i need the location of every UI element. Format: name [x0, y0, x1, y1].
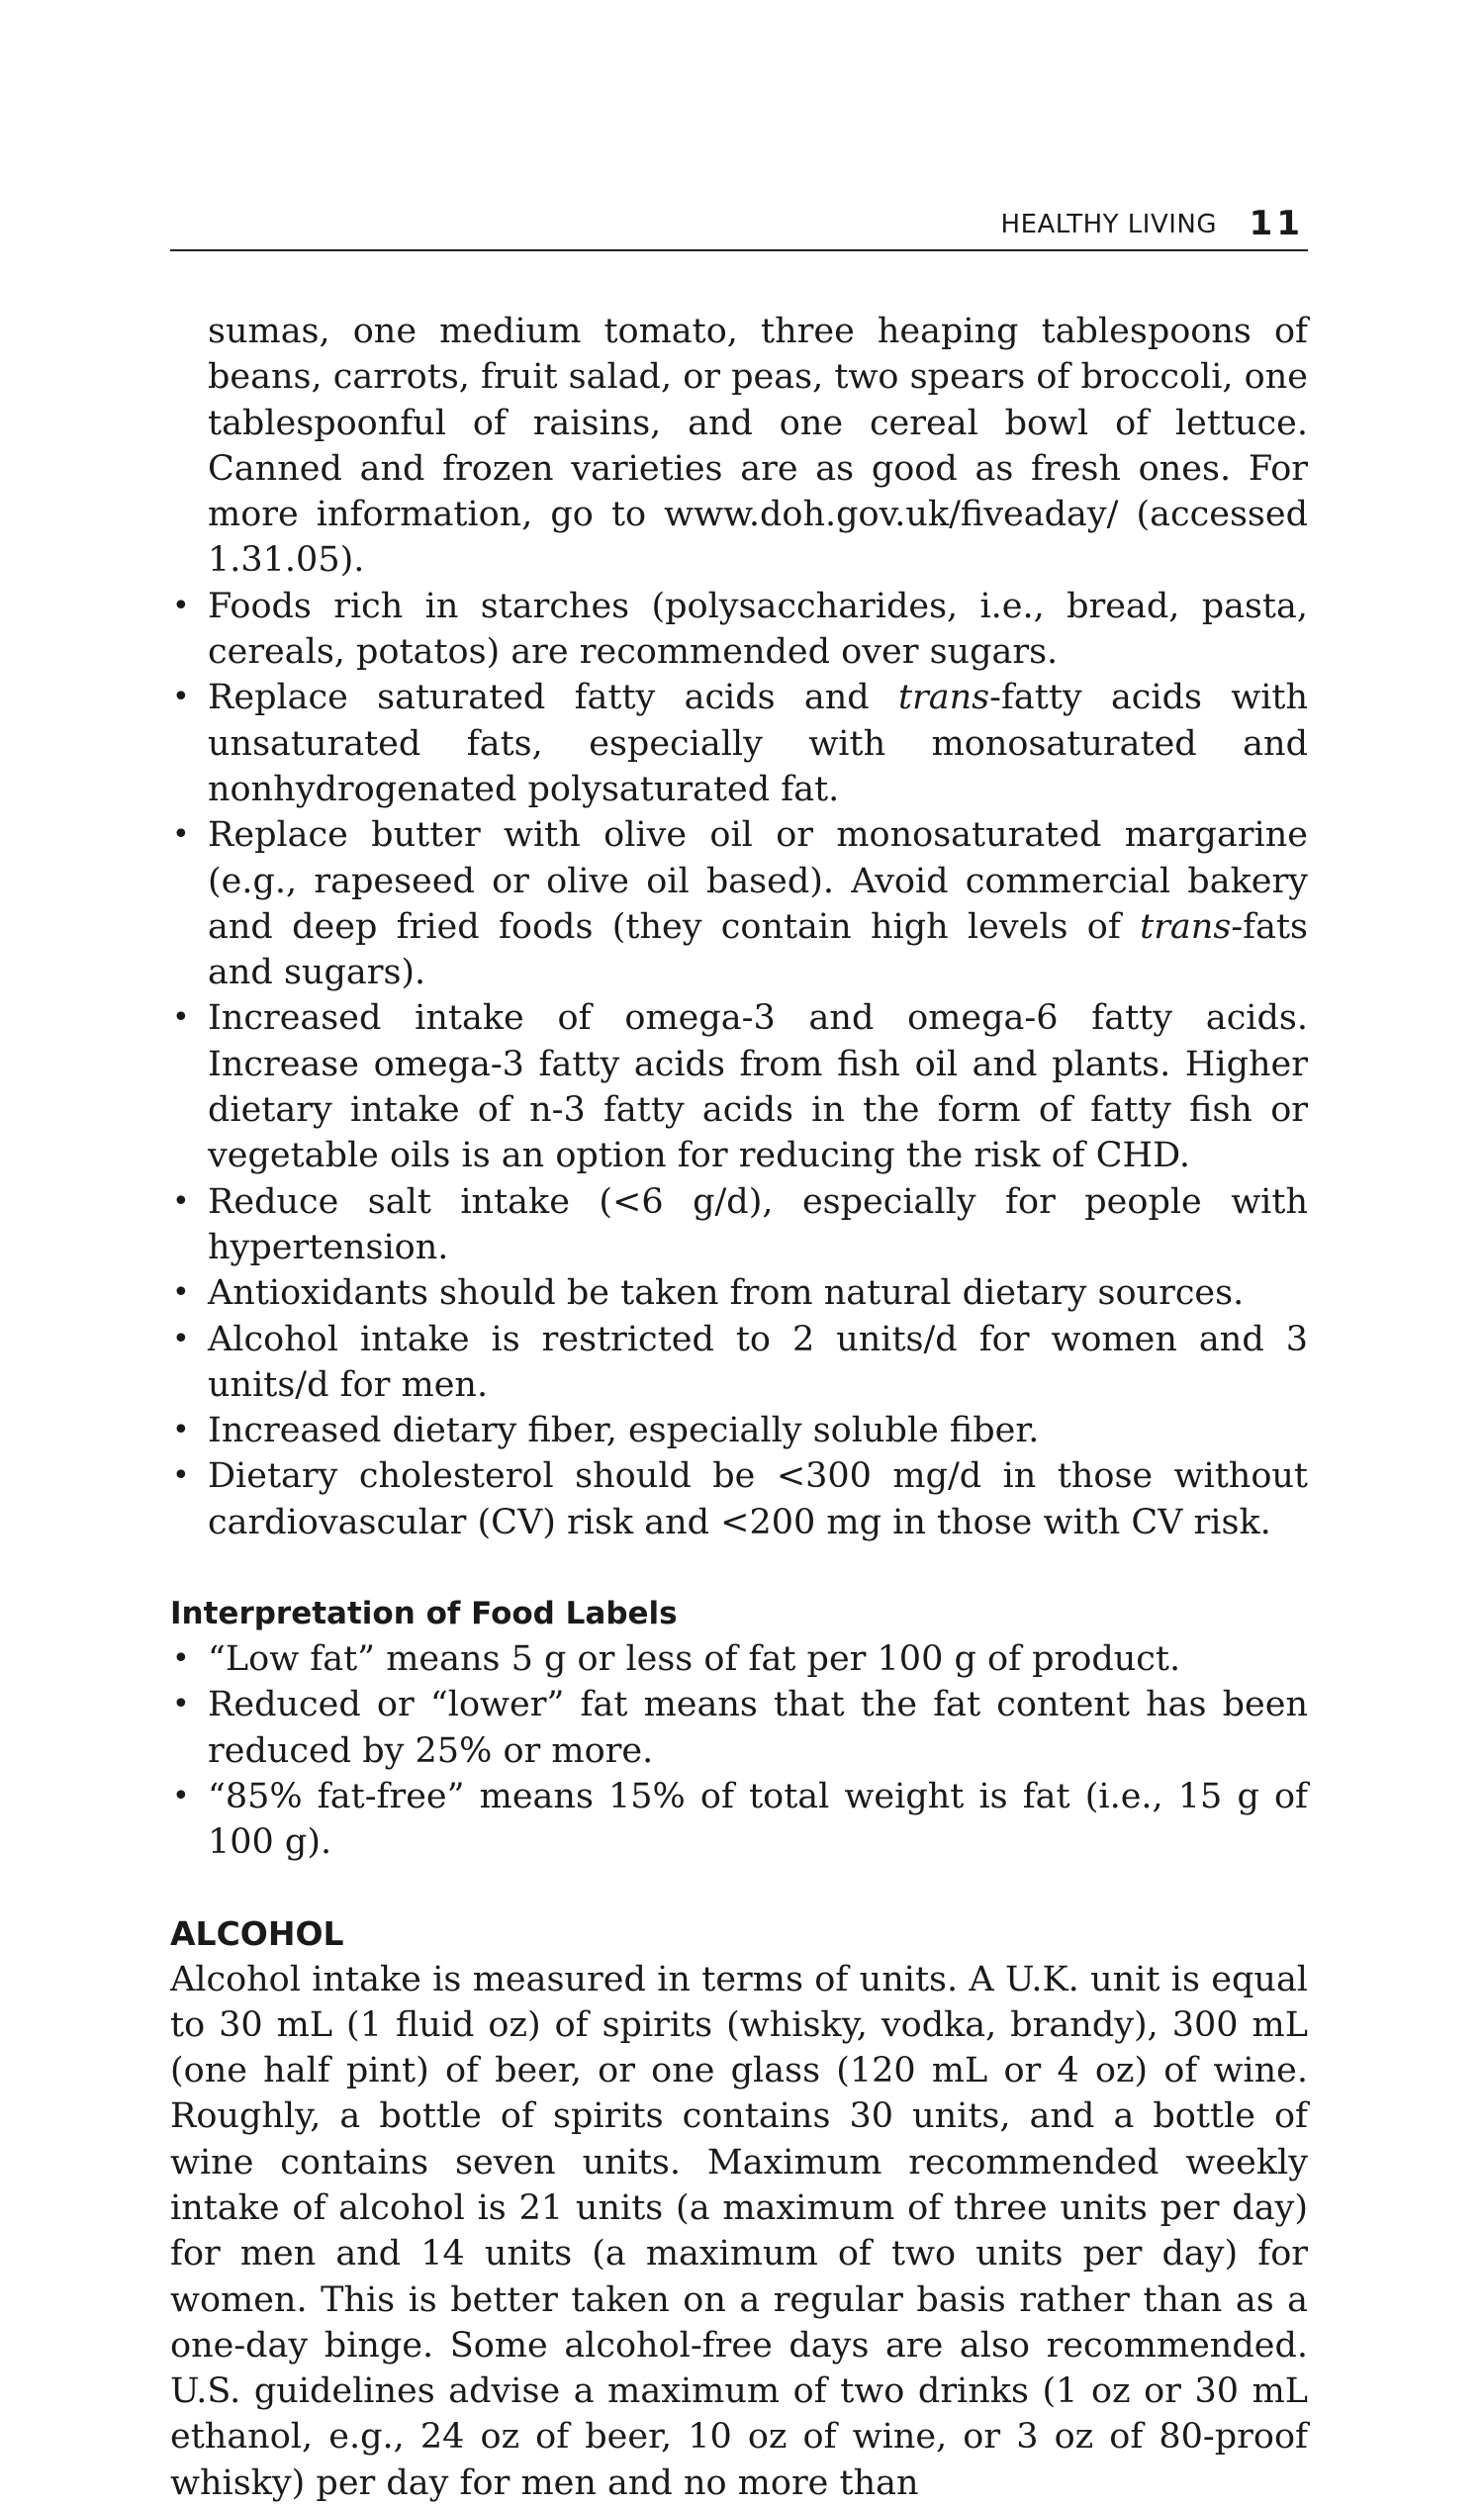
- bullet-icon: •: [172, 812, 190, 858]
- list-item-text: Reduced or “lower” fat means that the fat content has been reduced by 25% or more.: [208, 1685, 1308, 1770]
- continued-paragraph: sumas, one medium tomato, three heaping tablespoons of beans, carrots, fruit salad, or peas, two spears of broccoli, one tablespoonful of raisins, and one cereal bowl of lettuce. Canned and frozen varieties are as good as fresh ones. For more information, go to www.doh.gov.uk/fiveaday/ (accessed 1.31.05).: [208, 309, 1308, 584]
- running-head-title: HEALTHY LIVING: [1001, 210, 1217, 239]
- list-item-text: “Low fat” means 5 g or less of fat per 100 g of product.: [208, 1639, 1180, 1679]
- list-item: [170, 584, 1308, 676]
- bullet-icon: •: [172, 1636, 190, 1682]
- bullet-icon: •: [172, 995, 190, 1041]
- list-item-text-post: -fats and sugars).: [208, 907, 1308, 992]
- page-number: 11: [1250, 204, 1304, 243]
- list-item-text: “85% fat-free” means 15% of total weight is fat (i.e., 15 g of 100 g).: [208, 1777, 1308, 1862]
- list-item-text-italic: trans: [1140, 907, 1231, 947]
- list-item: [170, 1453, 1308, 1545]
- list-item-text: Alcohol intake is restricted to 2 units/d for women and 3 units/d for men.: [208, 1320, 1308, 1405]
- list-item: [170, 812, 1308, 995]
- bullet-icon: •: [172, 1408, 190, 1453]
- alcohol-heading: ALCOHOL: [170, 1911, 1308, 1957]
- bullet-icon: •: [172, 1179, 190, 1225]
- food-labels-heading: Interpretation of Food Labels: [170, 1591, 1308, 1636]
- bullet-icon: •: [172, 1317, 190, 1362]
- list-item-text: Increased dietary fiber, especially soluble fiber.: [208, 1411, 1039, 1450]
- food-labels-list: [170, 1636, 1308, 1865]
- list-item-text: Dietary cholesterol should be <300 mg/d in those without cardiovascular (CV) risk and <200 mg in those with CV risk.: [208, 1456, 1308, 1541]
- bullet-icon: •: [172, 675, 190, 720]
- diet-recommendations-list: [170, 584, 1308, 1545]
- list-item: [170, 1317, 1308, 1409]
- list-item: [170, 995, 1308, 1178]
- list-item: [170, 1270, 1308, 1316]
- list-item-text-pre: Replace butter with olive oil or monosaturated margarine (e.g., rapeseed or olive oil based). Avoid commercial bakery and deep fried foods (they contain high levels of: [208, 815, 1308, 947]
- list-item-text-post: -fatty acids with unsaturated fats, especially with monosaturated and nonhydrogenated polysaturated fat.: [208, 678, 1308, 809]
- running-header: [170, 208, 1308, 251]
- list-item: [170, 1408, 1308, 1453]
- bullet-icon: •: [172, 1270, 190, 1316]
- list-item-text: Foods rich in starches (polysaccharides, i.e., bread, pasta, cereals, potatos) are recommended over sugars.: [208, 587, 1308, 672]
- list-item: [170, 1636, 1308, 1682]
- alcohol-paragraph: Alcohol intake is measured in terms of units. A U.K. unit is equal to 30 mL (1 fluid oz) of spirits (whisky, vodka, brandy), 300 mL (one half pint) of beer, or one glass (120 mL or 4 oz) of wine. Roughly, a bottle of spirits contains 30 units, and a bottle of wine contains seven units. Maximum recommended weekly intake of alcohol is 21 units (a maximum of three units per day) for men and 14 units (a maximum of two units per day) for women. This is better taken on a regular basis rather than as a one-day binge. Some alcohol-free days are also recommended. U.S. guidelines advise a maximum of two drinks (1 oz or 30 mL ethanol, e.g., 24 oz of beer, 10 oz of wine, or 3 oz of 80-proof whisky) per day for men and no more than: [170, 1957, 1308, 2506]
- bullet-icon: •: [172, 584, 190, 629]
- list-item: [170, 1682, 1308, 1774]
- list-item: [170, 1179, 1308, 1271]
- list-item-text: Reduce salt intake (<6 g/d), especially for people with hypertension.: [208, 1182, 1308, 1267]
- list-item-text: Antioxidants should be taken from natural dietary sources.: [208, 1273, 1244, 1313]
- bullet-icon: •: [172, 1774, 190, 1819]
- bullet-icon: •: [172, 1453, 190, 1499]
- list-item: [170, 675, 1308, 812]
- list-item-text-pre: Replace saturated fatty acids and: [208, 678, 898, 717]
- list-item-text: Increased intake of omega-3 and omega-6 fatty acids. Increase omega-3 fatty acids from fish oil and plants. Higher dietary intake of n-3 fatty acids in the form of fatty fish or vegetable oils is an option for reducing the risk of CHD.: [208, 998, 1308, 1175]
- list-item-text-italic: trans: [898, 678, 989, 717]
- bullet-icon: •: [172, 1682, 190, 1727]
- page-body: [170, 309, 1308, 2506]
- list-item: [170, 1774, 1308, 1866]
